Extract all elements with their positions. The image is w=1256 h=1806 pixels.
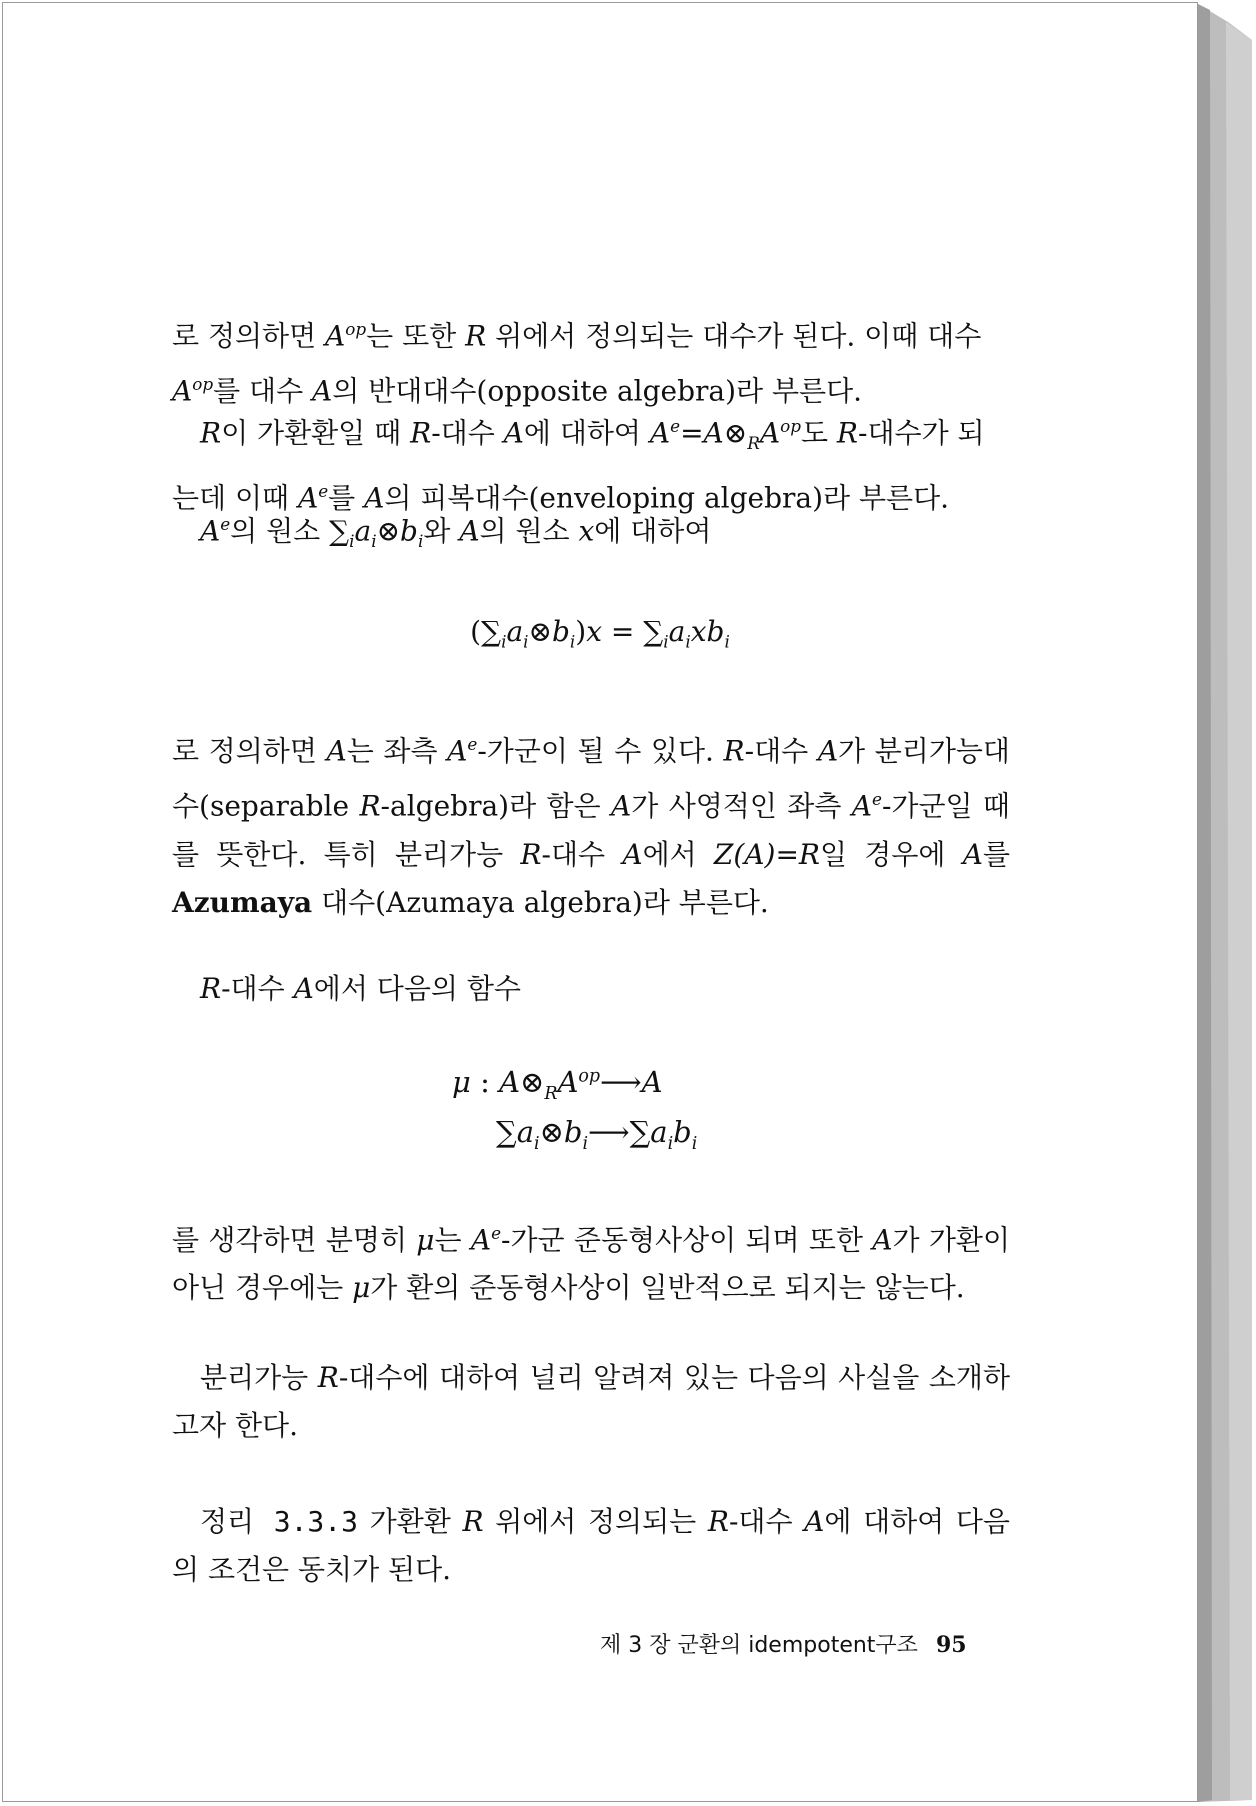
math-R: R xyxy=(836,416,859,450)
math-sup: e xyxy=(491,1223,502,1243)
text: 에서 다음의 함수 xyxy=(313,972,521,1005)
text: 의 피복대수(enveloping algebra)라 부른다. xyxy=(384,481,950,515)
math-paren: ( xyxy=(470,615,482,648)
text: 의 반대대수(opposite algebra)라 부른다. xyxy=(332,374,863,408)
math-sup: op xyxy=(578,1066,601,1087)
math-a: a xyxy=(354,514,372,548)
text: 를 생각하면 분명히 xyxy=(172,1223,417,1257)
math-R: R xyxy=(465,319,487,353)
math-sub: i xyxy=(349,530,355,551)
paragraph-homomorphism xyxy=(172,1209,1010,1312)
math-arrow: ⟶ xyxy=(588,1115,630,1149)
math-A: A xyxy=(872,1223,893,1257)
text: 이 가환환일 때 xyxy=(221,416,411,450)
math-R: R xyxy=(317,1361,339,1394)
text: 는 좌측 xyxy=(346,734,448,768)
math-b: b xyxy=(400,514,418,548)
math-A: A xyxy=(364,481,385,515)
math-sub: i xyxy=(569,631,576,652)
math-otimes: ⊗ xyxy=(723,416,748,450)
text: 도 xyxy=(800,416,837,450)
math-sup: e xyxy=(872,789,882,810)
math-A: A xyxy=(649,416,671,450)
paragraph-separable-algebra xyxy=(172,720,1010,927)
math-mu: μ xyxy=(352,1271,371,1305)
math-A: A xyxy=(298,481,319,515)
equation-mu-definition xyxy=(452,1065,663,1104)
paragraph-element-action xyxy=(172,500,1010,565)
text: 가 사영적인 좌측 xyxy=(631,789,852,823)
text: 위에서 정의되는 대수가 된다. 이때 대수 xyxy=(486,319,982,353)
math-A: A xyxy=(172,374,193,408)
math-sub: R xyxy=(544,1083,558,1104)
text: -대수 xyxy=(541,837,623,871)
math-R: R xyxy=(359,789,381,823)
math-eq: = xyxy=(602,615,644,648)
math-A: A xyxy=(312,374,333,408)
math-eq: = xyxy=(680,416,704,450)
math-A: A xyxy=(200,514,221,548)
math-arrow: ⟶ xyxy=(600,1065,642,1099)
math-b: b xyxy=(551,615,570,648)
math-a: a xyxy=(668,615,686,648)
math-b: b xyxy=(706,615,725,648)
text: 는 xyxy=(434,1223,471,1257)
math-otimes: ⊗ xyxy=(528,615,552,648)
text: -대수 xyxy=(221,972,294,1005)
equation-mu-rule xyxy=(496,1115,697,1154)
math-colon: : xyxy=(470,1065,500,1099)
text: 에서 xyxy=(642,837,714,871)
math-sub: i xyxy=(667,1133,674,1154)
text: -대수가 되는데 이때 xyxy=(172,416,985,515)
math-sup: op xyxy=(345,319,367,339)
text: 에 대하여 다음의 조건은 동치가 된다. xyxy=(172,1505,1010,1586)
text: -algebra)라 함은 xyxy=(380,789,612,823)
azumaya-bold-term: Azumaya xyxy=(172,885,313,919)
math-A: A xyxy=(470,1223,492,1257)
math-sum: ∑ xyxy=(496,1115,517,1149)
text: 가 분리가능대수(separable xyxy=(172,734,1010,823)
math-sup: op xyxy=(780,416,801,436)
math-b: b xyxy=(673,1115,692,1149)
math-R: R xyxy=(520,837,542,871)
math-paren: ) xyxy=(575,615,587,648)
math-R: R xyxy=(410,416,432,450)
equation-action xyxy=(0,615,1200,652)
text: 분리가능 xyxy=(200,1361,318,1394)
math-a: a xyxy=(516,1115,534,1149)
math-center-condition: Z(A)=R xyxy=(713,837,820,871)
math-sub: i xyxy=(371,530,377,551)
theorem-3-3-3 xyxy=(172,1498,1010,1594)
math-sub: i xyxy=(663,631,669,652)
text: 를 xyxy=(982,837,1011,871)
math-sum: ∑ xyxy=(629,1115,651,1149)
text: 의 원소 xyxy=(230,514,330,548)
paragraph-function-intro xyxy=(172,965,1010,1013)
math-sub: i xyxy=(523,631,529,652)
math-otimes: ⊗ xyxy=(520,1065,545,1099)
math-sub: i xyxy=(724,631,730,652)
math-a: a xyxy=(650,1115,668,1149)
math-A: A xyxy=(622,837,643,871)
text: -가군 준동형사상이 되며 또한 xyxy=(501,1223,873,1257)
math-sum: ∑ xyxy=(643,615,664,648)
text: -대수 xyxy=(744,734,818,768)
page-footer xyxy=(600,1628,967,1659)
paragraph-known-fact xyxy=(172,1354,1010,1450)
math-sup: e xyxy=(318,480,329,501)
math-a: a xyxy=(506,615,524,648)
math-sub: i xyxy=(685,631,691,652)
math-sup: e xyxy=(220,514,231,534)
text: 로 정의하면 xyxy=(172,734,327,768)
theorem-label: 정리 3.3.3 xyxy=(200,1505,358,1538)
math-x: x xyxy=(586,615,603,648)
math-A: A xyxy=(293,972,314,1005)
math-sub: i xyxy=(534,1133,540,1154)
page-number: 95 xyxy=(935,1632,967,1658)
math-sub: i xyxy=(501,631,507,652)
math-sub: i xyxy=(582,1133,589,1154)
math-sub: i xyxy=(417,530,424,551)
text: 가 환의 준동형사상이 일반적으로 되지는 않는다. xyxy=(370,1271,965,1305)
math-otimes: ⊗ xyxy=(539,1115,564,1149)
math-mu: μ xyxy=(452,1065,471,1099)
math-sup: e xyxy=(467,734,478,754)
math-A: A xyxy=(499,1065,521,1099)
math-x: x xyxy=(578,514,595,548)
math-sub: R xyxy=(747,432,760,453)
text: 로 정의하면 xyxy=(172,319,326,353)
math-otimes: ⊗ xyxy=(376,514,401,548)
math-sup: op xyxy=(192,374,214,395)
text: 를 대수 xyxy=(213,374,313,408)
text: 가 가환이 아닌 경우에는 xyxy=(172,1223,1011,1305)
math-b: b xyxy=(563,1115,583,1149)
text: 는 또한 xyxy=(366,319,466,353)
text: 에 대하여 xyxy=(523,416,650,450)
math-A: A xyxy=(759,416,781,450)
math-A: A xyxy=(641,1065,663,1099)
text: 일 경우에 xyxy=(820,837,963,871)
text: -가군이 될 수 있다. xyxy=(477,734,724,768)
math-mu: μ xyxy=(416,1223,435,1257)
math-R: R xyxy=(723,734,745,768)
math-A: A xyxy=(703,416,724,450)
text: 에 대하여 xyxy=(594,514,712,548)
math-A: A xyxy=(447,734,468,768)
math-sup: e xyxy=(670,416,681,436)
paragraph-opposite-algebra xyxy=(172,305,1010,416)
text: -대수 xyxy=(728,1505,805,1538)
text: 의 원소 xyxy=(479,514,579,548)
text: -대수에 대하여 널리 알려져 있는 다음의 사실을 소개하고자 한다. xyxy=(172,1361,1010,1442)
math-A: A xyxy=(611,789,632,823)
math-A: A xyxy=(817,734,839,768)
math-A: A xyxy=(326,734,347,768)
math-A: A xyxy=(851,789,872,823)
text: -대수 xyxy=(431,416,504,450)
math-sum: ∑ xyxy=(481,615,502,648)
text: 가환환 xyxy=(358,1505,463,1538)
chapter-title: 제 3 장 군환의 idempotent구조 xyxy=(600,1633,918,1658)
math-A: A xyxy=(459,514,480,548)
math-R: R xyxy=(462,1505,484,1538)
math-A: A xyxy=(962,837,983,871)
math-sum: ∑ xyxy=(329,514,350,548)
math-A: A xyxy=(325,319,346,353)
math-x: x xyxy=(690,615,707,648)
text: 위에서 정의되는 xyxy=(483,1505,708,1538)
text: 와 xyxy=(423,514,460,548)
text: -가군일 때를 뜻한다. 특히 분리가능 xyxy=(172,789,1010,871)
math-R: R xyxy=(200,972,222,1005)
math-A: A xyxy=(557,1065,579,1099)
math-A: A xyxy=(503,416,524,450)
text: 대수(Azumaya algebra)라 부른다. xyxy=(312,885,769,919)
math-sub: i xyxy=(691,1133,698,1154)
text: 를 xyxy=(328,481,365,515)
math-R: R xyxy=(707,1505,729,1538)
math-R: R xyxy=(200,416,222,450)
math-A: A xyxy=(804,1505,825,1538)
